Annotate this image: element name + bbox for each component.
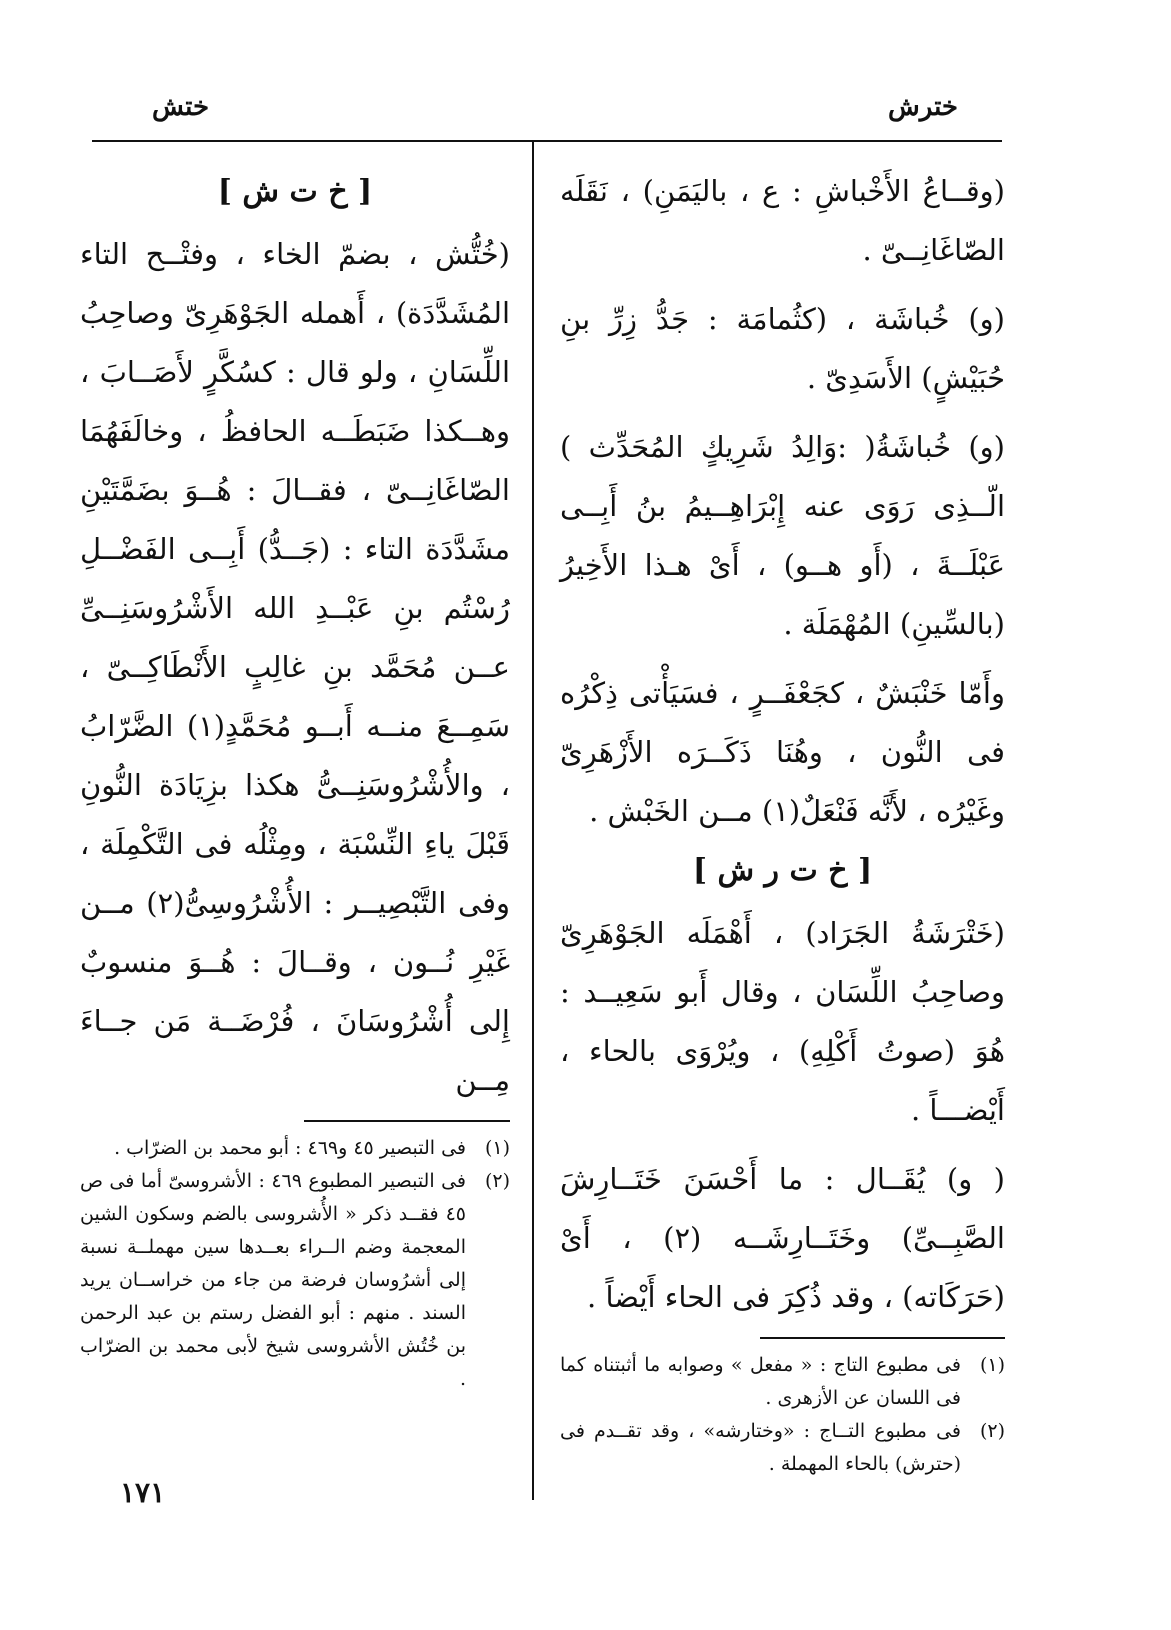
footnote-rule <box>304 1120 510 1122</box>
footnote-number: (١) <box>484 1137 510 1159</box>
footnote <box>560 1415 1005 1481</box>
header-rule <box>92 140 1002 142</box>
footnote-text: فى مطبوع التــاج : «وختارشه» ، وقد تقــدم فى (حترش) بالحاء المهملة . <box>560 1420 961 1475</box>
column-divider <box>532 140 534 1500</box>
footnote-text: فى مطبوع التاج : « مفعل » وصوابه ما أثبتناه كما فى اللسان عن الأزهرى . <box>560 1354 961 1409</box>
running-head-right: خترش <box>888 92 959 122</box>
entry-heading: [ خ ت ش ] <box>217 174 373 209</box>
right-column <box>560 162 1005 1481</box>
footnote-text: فى التبصير ٤٥ و٤٦٩ : أبو محمد بن الضرّاب . <box>114 1137 466 1159</box>
paragraph: وأَمّا خَنْبَشٌ ، كجَعْفَــرٍ ، فسَيَأْتى ذِكْرُه فى النُّون ، وهُنَا ذَكَــرَه الأَزْهَرِىّ وغَيْرُه ، لأَنَّه فَنْعَلٌ(١) مــن الخَبْش . <box>560 676 1005 828</box>
footnote-text: فى التبصير المطبوع ٤٦٩ : الأشروسىّ أما فى ص ٤٥ فقــد ذكر « الأُشروسى بالضم وسكون الشين المعجمة وضم الــراء بعــدها سين مهملــة نسبة إلى أشرُوسان فرضة من جاء من خراســان يريد السند . منهم : أبو الفضل رستم بن عبد الرحمن بن خُتُش الأشروسى شيخ لأبى محمد بن الضرّاب . <box>80 1170 466 1390</box>
footnote-rule <box>760 1337 1005 1339</box>
footnote <box>560 1349 1005 1415</box>
footnote <box>80 1132 510 1165</box>
paragraph: ( و) يُقَــال : ما أَحْسَنَ خَتَــارِشَ الصَّبِــىِّ) وخَتَــارِشَــه (٢) ، أَىْ (حَرَكَاته) ، وقد ذُكِرَ فى الحاء أَيْضاً . <box>560 1162 1005 1314</box>
left-column <box>80 162 510 1396</box>
running-head-left: ختش <box>152 92 210 122</box>
page-number: ١٧١ <box>120 1476 166 1509</box>
footnote-number: (٢) <box>484 1170 510 1192</box>
footnote <box>80 1165 510 1396</box>
paragraph: (وقــاعُ الأَخْباشِ : ع ، باليَمَنِ) ، نَقَلَه الصّاغَانِــىّ . <box>560 174 1005 267</box>
paragraph: (و) خُباشَةُ( :وَالِدُ شَرِيكٍ المُحَدِّث ) الّــذِى رَوَى عنه إِبْرَاهِــيمُ بنُ أَبِــى عَبْلَــةَ ، (أَو هــو) ، أَىْ هـذا الأَخِيرُ (بالسِّينِ) المُهْمَلَة . <box>560 430 1005 641</box>
footnote-number: (١) <box>979 1354 1005 1376</box>
paragraph: (خَتْرَشَةُ الجَرَاد) ، أَهْمَلَه الجَوْهَرِىّ وصاحِبُ اللِّسَان ، وقال أَبو سَعِيــد : هُوَ (صوتُ أَكْلِهِ) ، ويُرْوَى بالحاء ، أَيْضـــاً . <box>560 916 1005 1127</box>
paragraph: (و) خُباشَة ، (كثُمامَة : جَدُّ زِرِّ بنِ حُبَيْشٍ) الأَسَدِىّ . <box>560 302 1005 395</box>
entry-heading: [ خ ت ر ش ] <box>692 853 873 888</box>
paragraph: (خُتُّش ، بضمّ الخاء ، وفتْــح التاء المُشَدَّدَة) ، أَهمله الجَوْهَرِىّ وصاحِبُ اللِّسَانِ ، ولو قال : كسُكَّرٍ لأَصَــابَ ، وهــكذا ضَبَطَــه الحافظُ ، وخالَفَهُمَا الصّاغَانِــىّ ، فقــالَ : هُــوَ بضَمَّتَيْنِ مشَدَّدَة التاء : (جَــدُّ) أَبِــى الفَضْــلِ رُسْتُم بنِ عَبْــدِ الله الأَشْرُوسَنِــىِّ عــن مُحَمَّد بنِ غالِبٍ الأَنْطَاكِــىّ ، سَمِــعَ منــه أَبــو مُحَمَّدٍ(١) الضَّرّابُ ، والأُشْرُوسَنِــىُّ هكذا بزِيَادَة النُّونِ قَبْلَ ياءِ النِّسْبَة ، ومِثْلُه فى التَّكْمِلَة ، وفى التَّبْصِيــر : الأُشْرُوسِىُّ(٢) مــن غَيْرِ نُــون ، وقــالَ : هُــوَ منسوبٌ إِلى أُشْرُوسَانَ ، فُرْضَــة مَن جــاءَ مِــن <box>80 237 511 1097</box>
footnote-number: (٢) <box>979 1420 1005 1442</box>
